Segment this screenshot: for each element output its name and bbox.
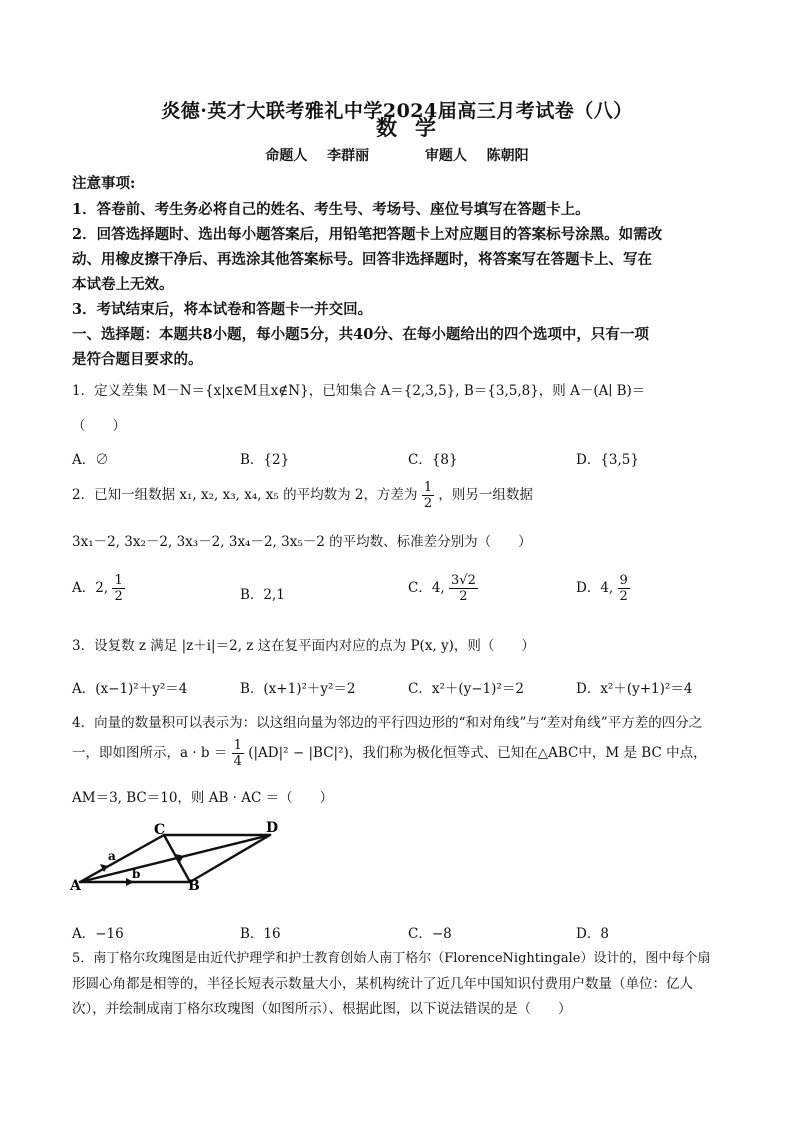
q2-text-a: 2．已知一组数据 x₁, x₂, x₃, x₄, x₅ 的平均数为 2，方差为 <box>72 487 418 503</box>
edge-db <box>190 835 270 882</box>
q3-option-c: C．x²＋(y−1)²＝2 <box>408 681 524 697</box>
q1-option-d: D．{3,5} <box>576 452 639 468</box>
notice-item-2-line-1: 2．回答选择题时、选出每小题答案后，用铅笔把答题卡上对应题目的答案标号涂黑。如需改 <box>72 226 663 243</box>
q2-option-b: B．2,1 <box>240 587 285 603</box>
q4-option-c: C．−8 <box>408 926 452 942</box>
question-2-line-2: 3x₁－2, 3x₂－2, 3x₃－2, 3x₄－2, 3x₅－2 的平均数、标准差分别为（ ） <box>72 534 532 550</box>
author-line <box>0 145 794 165</box>
question-4-line-3: AM＝3, BC＝10，则 AB · AC ＝（ ） <box>72 790 334 806</box>
q3-option-d: D．x²＋(y+1)²＝4 <box>576 681 693 697</box>
question-1-text: 1．定义差集 M－N＝{x|x∈M且x∉N}，已知集合 A＝{2,3,5}, B＝{3,5,8}，则 A－(A∣ B)＝ <box>72 383 646 399</box>
reviewer-name: 陈朝阳 <box>486 148 529 164</box>
notice-item-2-line-2: 动、用橡皮擦干净后、再选涂其他答案标号。回答非选择题时，将答案写在答题卡上、写在 <box>72 251 652 268</box>
label-b: B <box>188 878 200 894</box>
author-label: 命题人 <box>265 148 308 164</box>
q1-option-a: A．∅ <box>72 452 109 468</box>
parallelogram-figure <box>70 820 292 894</box>
question-1-paren: （ ） <box>72 418 126 434</box>
question-5-line-1: 5．南丁格尔玫瑰图是由近代护理学和护士教育创始人南丁格尔（FlorenceNightingale）设计的，图中每个扇 <box>72 951 711 966</box>
q2-option-d: D．4, $\frac{9}{2}$ <box>576 573 628 604</box>
label-d: D <box>266 820 279 836</box>
q4-option-d: D．8 <box>576 926 609 942</box>
q1-option-c: C．{8} <box>408 452 458 468</box>
reviewer-label: 审题人 <box>424 148 467 164</box>
subject-title: 数学 <box>376 115 454 140</box>
question-2-text <box>72 480 732 511</box>
exam-title: 炎德·英才大联考雅礼中学2024届高三月考试卷（八） <box>161 100 633 122</box>
question-3-text: 3．设复数 z 满足 |z＋i|＝2, z 这在复平面内对应的点为 P(x, y)，则（ ） <box>72 638 535 654</box>
diagonal-cb <box>164 835 190 882</box>
section-1-line-2: 是符合题目要求的。 <box>72 351 203 368</box>
q4-option-a: A．−16 <box>72 926 124 942</box>
section-1-line-1: 一、选择题：本题共8小题，每小题5分，共40分、在每小题给出的四个选项中，只有一项 <box>72 326 649 343</box>
label-vector-a: a <box>108 849 116 863</box>
label-c: C <box>154 822 166 838</box>
q2-text-b: ，则另一组数据 <box>438 487 533 503</box>
question-5-line-3: 次），并绘制成南丁格尔玫瑰图（如图所示）、根据此图，以下说法错误的是（ ） <box>72 1001 572 1017</box>
label-a: A <box>70 878 81 894</box>
notice-heading: 注意事项: <box>72 175 136 192</box>
edge-ac <box>80 835 164 882</box>
q3-option-a: A．(x−1)²＋y²＝4 <box>72 681 188 697</box>
q2-variance-fraction: $\frac{1}{2}$ <box>423 480 433 511</box>
q1-option-b: B．{2} <box>240 452 290 468</box>
label-vector-b: b <box>132 867 141 881</box>
q4-option-b: B．16 <box>240 926 281 942</box>
question-5-line-2: 形圆心角都是相等的，半径长短表示数量大小，某机构统计了近几年中国知识付费用户数量（单位：亿人 <box>72 976 693 992</box>
q2-option-a: A．2, $\frac{1}{2}$ <box>72 573 123 604</box>
question-4-line-2: 一，即如图所示，a · b ＝ $\frac{1}{4}$ (|AD|² − |BC|²)，我们称为极化恒等式、已知在△ABC中，M 是 BC 中点， <box>72 738 707 769</box>
notice-item-1: 1．答卷前、考生务必将自己的姓名、考生号、考场号、座位号填写在答题卡上。 <box>72 201 590 218</box>
author-name: 李群丽 <box>327 148 370 164</box>
question-4-line-1: 4．向量的数量积可以表示为：以这组向量为邻边的平行四边形的“和对角线”与“差对角线”平方差的四分之 <box>72 715 703 731</box>
notice-item-2-line-3: 本试卷上无效。 <box>72 276 174 293</box>
notice-item-3: 3．考试结束后，将本试卷和答题卡一并交回。 <box>72 301 373 318</box>
q2-option-c: C．4, $\frac{3√2}{2}$ <box>408 573 476 604</box>
q3-option-b: B．(x+1)²＋y²＝2 <box>240 681 356 697</box>
